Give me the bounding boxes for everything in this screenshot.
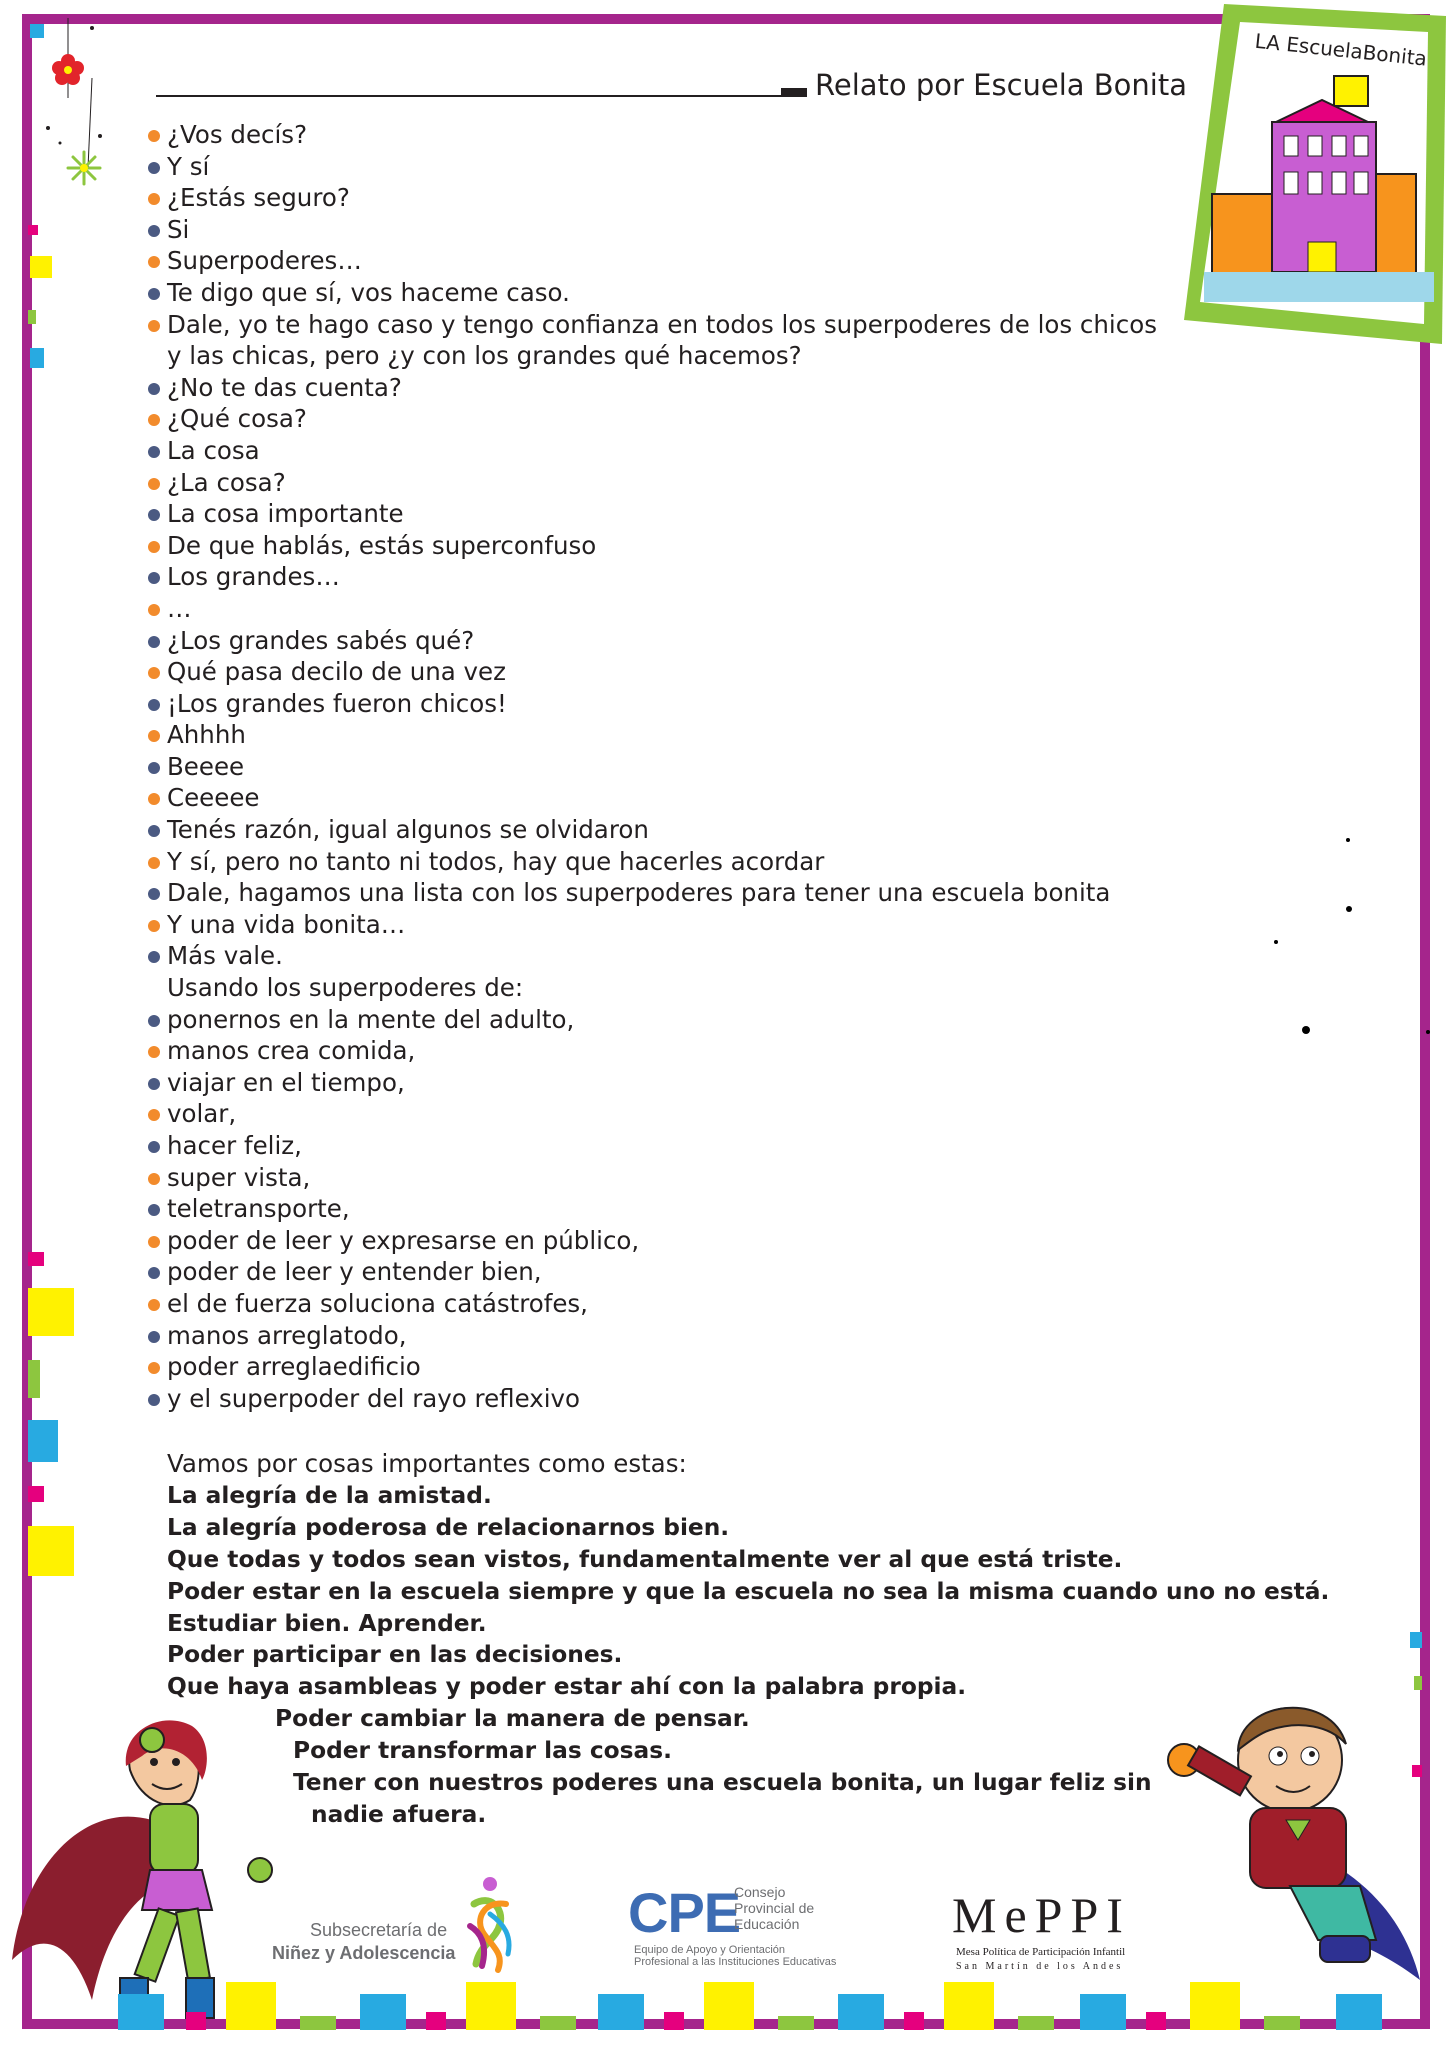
dialog-line: super vista, xyxy=(145,1162,1165,1194)
dialog-line: Usando los superpoderes de: xyxy=(167,973,524,1003)
dialog-line: … xyxy=(145,593,1165,625)
cpe-name-1: Consejo xyxy=(734,1884,786,1900)
closing-line: Poder cambiar la manera de pensar. xyxy=(275,1705,750,1733)
closing-intro: Vamos por cosas importantes como estas: xyxy=(167,1449,687,1478)
dialog-line: manos crea comida, xyxy=(145,1035,1165,1067)
subsecretaria-figure-icon xyxy=(460,1874,520,1974)
closing-line: nadie afuera. xyxy=(311,1800,487,1828)
dialog-line: Qué pasa decilo de una vez xyxy=(145,656,1165,688)
dialog-line: Y sí, pero no tanto ni todos, hay que hacerles acordar xyxy=(145,846,1165,878)
dialog-line: el de fuerza soluciona catástrofes, xyxy=(145,1288,1165,1320)
meppi-wordmark: MePPI xyxy=(952,1887,1131,1943)
closing-line: La alegría de la amistad. xyxy=(167,1481,492,1509)
dialog-line: Más vale. xyxy=(145,940,1165,972)
dialog-line: manos arreglatodo, xyxy=(145,1320,1165,1352)
header-rule-end xyxy=(781,88,807,97)
subsecretaria-line2: Niñez y Adolescencia xyxy=(272,1943,456,1963)
girl-superhero-illustration xyxy=(2,1700,302,2030)
dialog-line: teletransporte, xyxy=(145,1193,1165,1225)
closing-lines xyxy=(167,1480,1330,1831)
dialog-line: Te digo que sí, vos haceme caso. xyxy=(145,277,1165,309)
closing-line: Estudiar bien. Aprender. xyxy=(167,1609,487,1637)
dialog-line: ¿La cosa? xyxy=(145,467,1165,499)
dialog-line: ¿No te das cuenta? xyxy=(145,372,1165,404)
dialog-line: ¿Vos decís? xyxy=(145,119,1165,151)
dialog-line: poder de leer y expresarse en público, xyxy=(145,1225,1165,1257)
cpe-name-3: Educación xyxy=(734,1916,800,1932)
header-rule xyxy=(156,95,781,97)
cpe-subtitle xyxy=(634,1944,836,1968)
meppi-line2: San Martín de los Andes xyxy=(956,1961,1124,1972)
closing-line: La alegría poderosa de relacionarnos bien. xyxy=(167,1513,730,1541)
dialog-line: y el superpoder del rayo reflexivo xyxy=(145,1383,1165,1415)
dialog-line: Dale, hagamos una lista con los superpoderes para tener una escuela bonita xyxy=(145,877,1165,909)
dialog-line: ¿Los grandes sabés qué? xyxy=(145,625,1165,657)
closing-line: Que todas y todos sean vistos, fundamentalmente ver al que está triste. xyxy=(167,1545,1123,1573)
stamp-label: LA EscuelaBonita xyxy=(1253,28,1429,71)
dialog-line: Y una vida bonita… xyxy=(145,909,1165,941)
dialog-line: Tenés razón, igual algunos se olvidaron xyxy=(145,814,1165,846)
subsecretaria-line1: Subsecretaría de xyxy=(310,1920,448,1940)
dialog-line: Ahhhh xyxy=(145,719,1165,751)
dialog-line: Dale, yo te hago caso y tengo confianza en todos los superpoderes de los chicos y las chicas, pero ¿y con los grandes qué hacemos? xyxy=(145,309,1165,372)
dialog-line: La cosa importante xyxy=(145,498,1165,530)
dialog-line: La cosa xyxy=(145,435,1165,467)
closing-line: Que haya asambleas y poder estar ahí con la palabra propia. xyxy=(167,1673,967,1701)
boy-superhero-illustration xyxy=(1150,1690,1430,1990)
escuela-bonita-stamp xyxy=(1184,4,1452,344)
cpe-sub-2: Profesional a las Instituciones Educativas xyxy=(634,1956,837,1968)
closing-line: Poder transformar las cosas. xyxy=(293,1737,672,1765)
page-title: Relato por Escuela Bonita xyxy=(815,68,1188,102)
dialog-line: volar, xyxy=(145,1098,1165,1130)
dialog-line: poder de leer y entender bien, xyxy=(145,1256,1165,1288)
dialog-line: ¿Qué cosa? xyxy=(145,403,1165,435)
cpe-sub-1: Equipo de Apoyo y Orientación xyxy=(634,1944,786,1956)
closing-line: Poder estar en la escuela siempre y que la escuela no sea la misma cuando uno no está. xyxy=(167,1577,1330,1605)
dialog-line: hacer feliz, xyxy=(145,1130,1165,1162)
meppi-line1: Mesa Política de Participación Infantil xyxy=(956,1946,1126,1958)
dialog-line: Ceeeee xyxy=(145,782,1165,814)
cpe-name xyxy=(734,1884,814,1932)
dialog-line: ¡Los grandes fueron chicos! xyxy=(145,688,1165,720)
closing-line: Tener con nuestros poderes una escuela bonita, un lugar feliz sin xyxy=(293,1769,1152,1797)
dialog-list xyxy=(145,119,1165,1414)
dialog-line: Beeee xyxy=(145,751,1165,783)
closing-section xyxy=(167,1448,1330,1831)
dialog-line: ¿Estás seguro? xyxy=(145,182,1165,214)
dialog-line: Los grandes… xyxy=(145,561,1165,593)
dialog-line: poder arreglaedificio xyxy=(145,1351,1165,1383)
dialog-line: Si xyxy=(145,214,1165,246)
dialog-line: Y sí xyxy=(145,151,1165,183)
dialog-line: viajar en el tiempo, xyxy=(145,1067,1165,1099)
cpe-acronym: CPE xyxy=(628,1881,741,1944)
cpe-name-2: Provincial de xyxy=(734,1900,815,1916)
dialog-line: De que hablás, estás superconfuso xyxy=(145,530,1165,562)
closing-line: Poder participar en las decisiones. xyxy=(167,1641,623,1669)
dialog-line: ponernos en la mente del adulto, xyxy=(145,1004,1165,1036)
hanging-flowers-illustration xyxy=(40,18,130,208)
dialog-line: Superpoderes… xyxy=(145,245,1165,277)
